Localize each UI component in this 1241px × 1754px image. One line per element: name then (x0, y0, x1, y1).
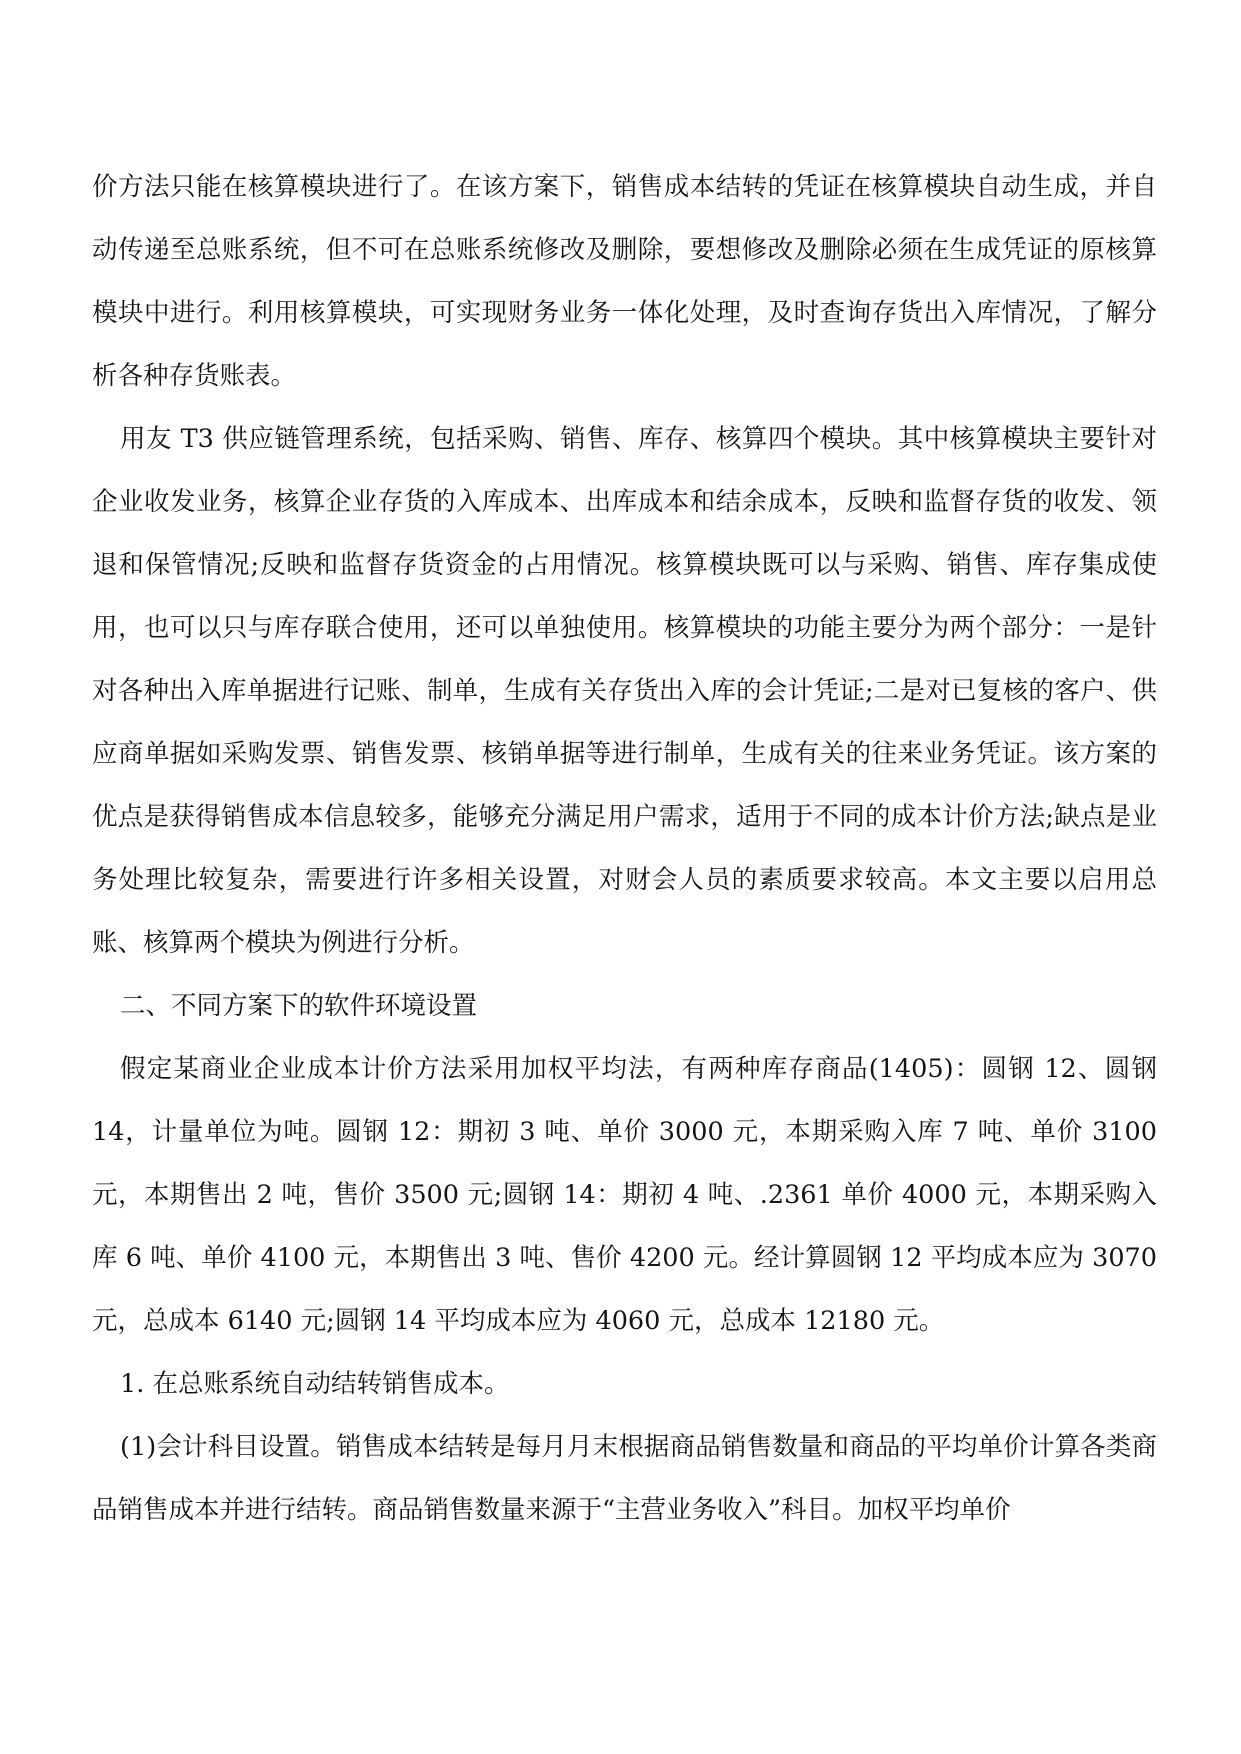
paragraph-account-setup: (1)会计科目设置。销售成本结转是每月月末根据商品销售数量和商品的平均单价计算各类商品销售成本并进行结转。商品销售数量来源于“主营业务收入”科目。加权平均单价 (92, 1432, 1157, 1525)
paragraph-example: 假定某商业企业成本计价方法采用加权平均法，有两种库存商品(1405)：圆钢 12、圆钢 14，计量单位为吨。圆钢 12：期初 3 吨、单价 3000 元，本期采购入库 7 吨、单价 3100 元，本期售出 2 吨，售价 3500 元;圆钢 14：期初 4 吨、.2361 单价 4000 元，本期采购入库 6 吨、单价 4100 元，本期售出 3 吨、售价 4200 元。经计算圆钢 12 平均成本应为 3070 元，总成本 6140 元;圆钢 14 平均成本应为 4060 元，总成本 12180 元。 (92, 1054, 1157, 1336)
paragraph-t3-supply-chain: 用友 T3 供应链管理系统，包括采购、销售、库存、核算四个模块。其中核算模块主要针对企业收发业务，核算企业存货的入库成本、出库成本和结余成本，反映和监督存货的收发、领退和保管情况;反映和监督存货资金的占用情况。核算模块既可以与采购、销售、库存集成使用，也可以只与库存联合使用，还可以单独使用。核算模块的功能主要分为两个部分：一是针对各种出入库单据进行记账、制单，生成有关存货出入库的会计凭证;二是对已复核的客户、供应商单据如采购发票、销售发票、核销单据等进行制单，生成有关的往来业务凭证。该方案的优点是获得销售成本信息较多，能够充分满足用户需求，适用于不同的成本计价方法;缺点是业务处理比较复杂，需要进行许多相关设置，对财会人员的素质要求较高。本文主要以启用总账、核算两个模块为例进行分析。 (92, 424, 1157, 958)
paragraph-continuation: 价方法只能在核算模块进行了。在该方案下，销售成本结转的凭证在核算模块自动生成，并自动传递至总账系统，但不可在总账系统修改及删除，要想修改及删除必须在生成凭证的原核算模块中进行。利用核算模块，可实现财务业务一体化处理，及时查询存货出入库情况，了解分析各种存货账表。 (92, 172, 1157, 391)
subsection-heading: 1. 在总账系统自动结转销售成本。 (120, 1369, 510, 1399)
section-heading: 二、不同方案下的软件环境设置 (120, 991, 478, 1021)
document-body (92, 156, 1157, 1542)
